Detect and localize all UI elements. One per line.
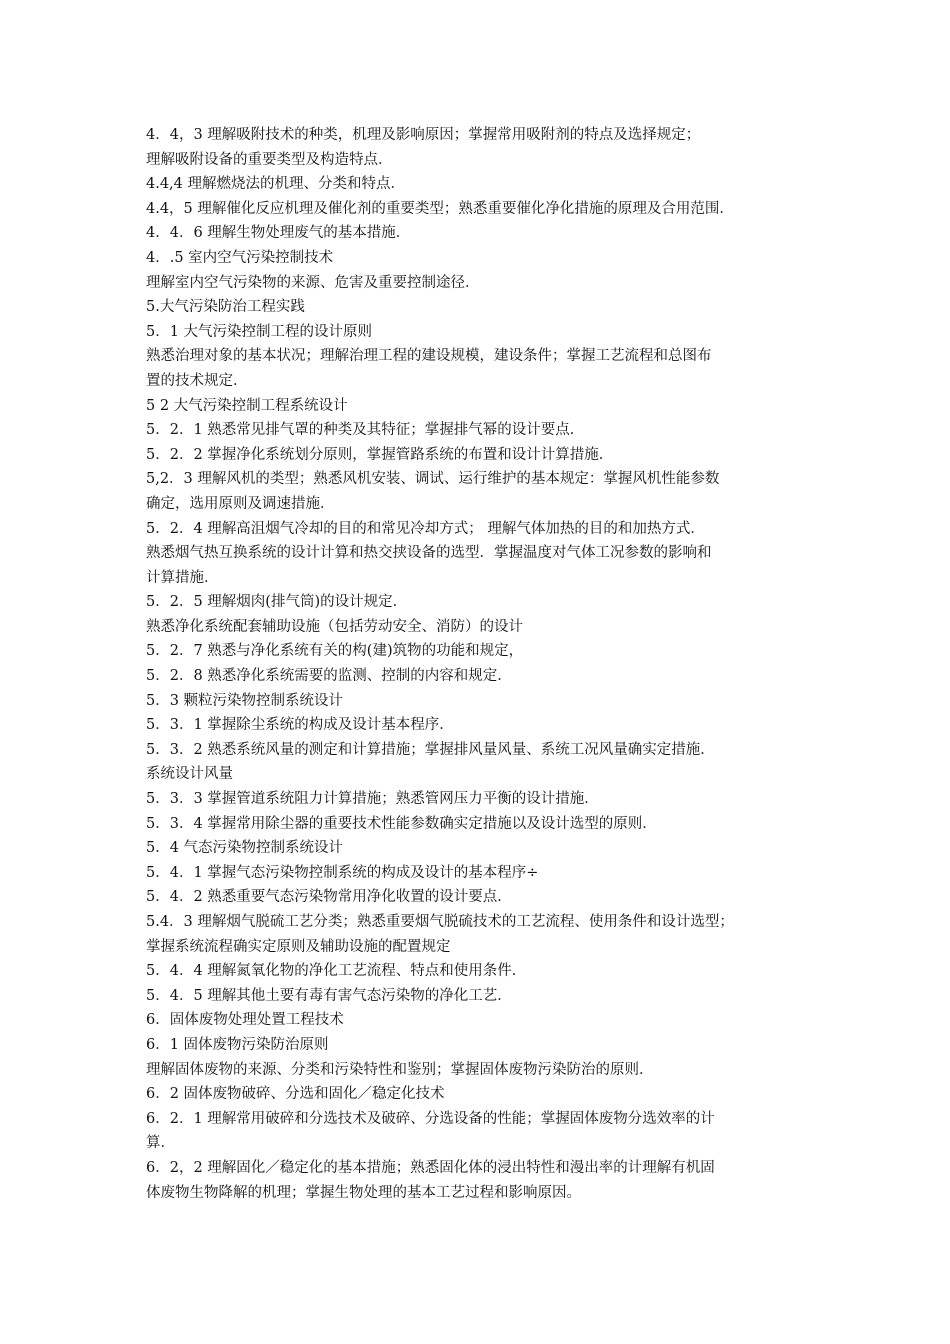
text-line: 4．4，3 理解吸附技术的种类，机理及影响原因；掌握常用吸附剂的特点及选择规定； [146, 127, 701, 143]
text-line: 体废物生物降解的机理；掌握生物处理的基本工艺过程和影响原因。 [146, 1184, 581, 1201]
text-line: 6．2，2 理解固化／稳定化的基本措施；熟悉固化体的浸出特性和漫出率的计理解有机固 [146, 1159, 715, 1176]
text-line: 4.4，5 理解催化反应机理及催化剂的重要类型；熟悉重要催化净化措施的原理及合用范围． [146, 200, 734, 217]
text-line: 5．4 气态污染物控制系统设计 [146, 840, 344, 857]
text-line: 计算措施． [146, 569, 219, 586]
text-line: 熟悉烟气热互换系统的设计计算和热交挟设备的选型．掌握温度对气体工况参数的影响和 [146, 545, 712, 562]
text-line: 6．2 固体废物破碎、分选和固化／稳定化技术 [146, 1086, 445, 1103]
text-line: 5．2．4 理解高沮烟气冷却的目的和常见冷却方式； 理解气体加热的目的和加热方式． [146, 520, 705, 537]
text-line: 4．.5 室内空气污染控制技术 [146, 249, 334, 266]
text-line: 5．4．1 掌握气态污染物控制系统的构成及设计的基本程序÷ [146, 864, 539, 881]
text-line: 5,2．3 理解风机的类型；熟悉风机安装、调试、运行维护的基本规定：掌握风机性能参数 [146, 471, 720, 488]
text-line: 确定，选用原则及调速措施． [146, 495, 335, 512]
text-line: 系统设计风量 [146, 766, 233, 783]
text-line: 5．2．2 掌握净化系统划分原则，掌握管路系统的布置和设计计算措施． [146, 446, 614, 463]
text-line: 5．2．7 熟悉与净化系统有关的构(建)筑物的功能和规定， [146, 643, 524, 660]
text-line: 5．3．2 熟悉系统风量的测定和计算措施；掌握排风量风量、系统工况风量确实定措施． [146, 741, 715, 758]
text-line: 熟悉净化系统配套辅助设施（包括劳动安全、消防）的设计 [146, 618, 523, 635]
text-line: 5．3．1 掌握除尘系统的构成及设计基本程序． [146, 717, 454, 734]
text-line: 5 2 大气污染控制工程系统设计 [146, 397, 348, 414]
text-line: 4．4．6 理解生物处理废气的基本措施． [146, 225, 411, 242]
text-line: 5．3 颗粒污染物控制系统设计 [146, 692, 344, 709]
text-line: 5．3．3 掌握管道系统阻力计算措施；熟悉管网压力平衡的设计措施． [146, 791, 599, 808]
text-line: 熟悉治理对象的基本状况；理解治理工程的建设规模，建设条件；掌握工艺流程和总图布 [146, 348, 712, 365]
text-line: 5．2．1 熟悉常见排气罩的种类及其特征；掌握排气幂的设计要点． [146, 422, 585, 439]
text-line: 掌握系统流程确实定原则及辅助设施的配置规定 [146, 938, 451, 955]
text-line: 5．2．5 理解烟肉(排气筒)的设计规定． [146, 594, 408, 611]
text-line: 5.大气污染防治工程实践 [146, 299, 305, 316]
text-line: 理解室内空气污染物的来源、危害及重要控制途径． [146, 274, 480, 291]
text-line: 5.4．3 理解烟气脱硫工艺分类；熟悉重要烟气脱硫技术的工艺流程、使用条件和设计选型； [146, 914, 734, 930]
text-line: 5．2．8 熟悉净化系统需要的监测、控制的内容和规定． [146, 668, 512, 685]
text-line: 算． [146, 1135, 175, 1152]
text-line: 5．1 大气污染控制工程的设计原则 [146, 323, 373, 340]
text-line: 置的技术规定． [146, 372, 248, 389]
text-line: 理解固体废物的来源、分类和污染特性和鉴别；掌握固体废物污染防治的原则． [146, 1061, 654, 1078]
text-line: 5．4．2 熟悉重要气态污染物常用净化收置的设计要点． [146, 889, 512, 906]
text-line: 6．1 固体废物污染防治原则 [146, 1036, 329, 1053]
document-body [146, 123, 826, 1205]
text-line: 6．2．1 理解常用破碎和分选技术及破碎、分选设备的性能；掌握固体废物分选效率的计 [146, 1110, 715, 1127]
text-line: 理解吸附设备的重要类型及构造特点． [146, 151, 393, 168]
text-line: 5．3．4 掌握常用除尘器的重要技术性能参数确实定措施以及设计选型的原则． [146, 815, 657, 832]
text-line: 5．4．5 理解其他土要有毒有害气态污染物的净化工艺． [146, 987, 512, 1004]
text-line: 4.4,4 理解燃烧法的机理、分类和特点． [146, 176, 406, 193]
text-line: 5．4．4 理解氮氧化物的净化工艺流程、特点和使用条件． [146, 963, 527, 980]
text-line: 6．固体废物处理处置工程技术 [146, 1012, 344, 1029]
